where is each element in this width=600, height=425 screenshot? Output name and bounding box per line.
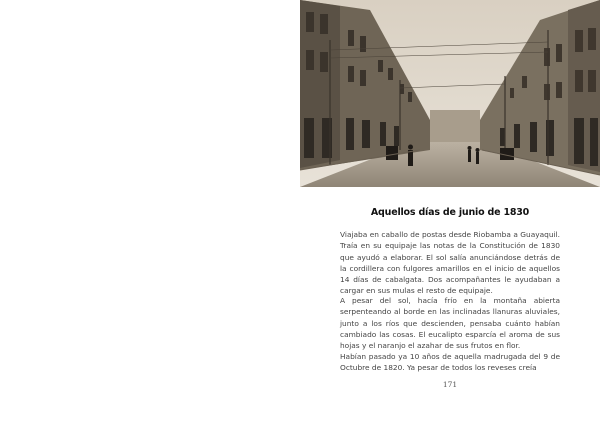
paragraph-2: A pesar del sol, hacía frío en la montaña abierta serpenteando al borde en las inclinadas llanuras aluviales, junto a los ríos que descienden, pensaba cuánto habían cambiado las cosas. El eucalipto esparcía el aroma de sus hojas y el naranjo el azahar de sus frutos en flor. — [340, 296, 560, 351]
paragraph-3: Habían pasado ya 10 años de aquella madrugada del 9 de Octubre de 1820. Ya pesar de todos los reveses creía — [340, 352, 560, 373]
page-number: 171 — [442, 380, 458, 389]
street-photograph-drawing — [300, 0, 600, 187]
street-photograph — [300, 0, 600, 187]
paragraph-1: Viajaba en caballo de postas desde Riobamba a Guayaquil. Traía en su equipaje las notas de la Constitución de 1830 que ayudó a elaborar. El sol salía anunciándose detrás de la cordillera con fulgores amarillos en el inicio de aquellos 14 días de cabalgata. Dos acompañantes le ayudaban a cargar en sus mulas el resto de equipaje. — [340, 230, 560, 296]
right-page — [300, 0, 600, 425]
chapter-heading: Aquellos días de junio de 1830 — [370, 207, 530, 218]
